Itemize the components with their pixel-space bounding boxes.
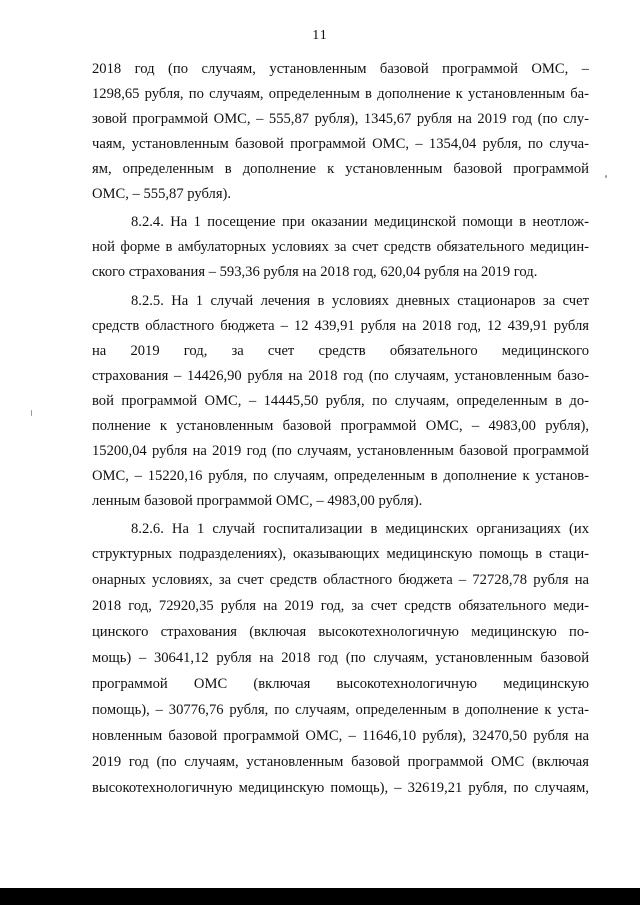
paragraph-8-2-5-first-line: 8.2.5. На 1 случай лечения в условиях дневных стационаров за счет	[131, 293, 589, 309]
text-line: структурных подразделениях), оказывающих медицинскую помощь в стаци-	[92, 546, 589, 562]
text-line: 2018 год, 72920,35 рубля на 2019 год, за счет средств обязательного меди-	[92, 598, 589, 614]
text-line: помощь), – 30776,76 рубля, по случаям, определенным в дополнение к уста-	[92, 702, 589, 718]
text-line: средств областного бюджета – 12 439,91 рубля на 2018 год, 12 439,91 рубля	[92, 318, 589, 334]
scan-speck	[31, 410, 32, 416]
text-line: 15200,04 рубля на 2019 год (по случаям, установленным базовой программой	[92, 443, 589, 459]
scan-edge-bar	[0, 888, 640, 905]
paragraph-8-2-4-first-line: 8.2.4. На 1 посещение при оказании медицинской помощи в неотлож-	[131, 214, 589, 230]
text-line: зовой программой ОМС, – 555,87 рубля), 1345,67 рубля на 2019 год (по слу-	[92, 111, 589, 127]
text-line: высокотехнологичную медицинскую помощь), – 32619,21 рубля, по случаям,	[92, 780, 589, 796]
text-line: страхования – 14426,90 рубля на 2018 год (по случаям, установленным базо-	[92, 368, 589, 384]
paragraph-8-2-6-first-line: 8.2.6. На 1 случай госпитализации в медицинских организациях (их	[131, 521, 589, 537]
text-line: ям, определенным в дополнение к установленным базовой программой	[92, 161, 589, 177]
text-line: вой программой ОМС, – 14445,50 рубля, по случаям, определенным в до-	[92, 393, 589, 409]
text-line: ОМС, – 15220,16 рубля, по случаям, определенным в дополнение к установ-	[92, 468, 589, 484]
text-line: цинского страхования (включая высокотехнологичную медицинскую по-	[92, 624, 589, 640]
text-line: 1298,65 рубля, по случаям, определенным в дополнение к установленным ба-	[92, 86, 589, 102]
text-line: ленным базовой программой ОМС, – 4983,00 рубля).	[92, 493, 423, 509]
page-number: 11	[312, 28, 328, 43]
text-line: новленным базовой программой ОМС, – 11646,10 рубля), 32470,50 рубля на	[92, 728, 589, 744]
text-line: полнение к установленным базовой программой ОМС, – 4983,00 рубля),	[92, 418, 589, 434]
text-line: онарных условиях, за счет средств областного бюджета – 72728,78 рубля на	[92, 572, 589, 588]
text-line: 2018 год (по случаям, установленным базовой программой ОМС, –	[92, 61, 589, 77]
text-line: ОМС, – 555,87 рубля).	[92, 186, 232, 202]
text-line: ной форме в амбулаторных условиях за счет средств обязательного медицин-	[92, 239, 589, 255]
text-line: мощь) – 30641,12 рубля на 2018 год (по случаям, установленным базовой	[92, 650, 589, 666]
text-line: ского страхования – 593,36 рубля на 2018 год, 620,04 рубля на 2019 год.	[92, 264, 538, 280]
text-line: чаям, установленным базовой программой ОМС, – 1354,04 рубля, по случа-	[92, 136, 589, 152]
text-line: на 2019 год, за счет средств обязательного медицинского	[92, 343, 589, 359]
text-line: программой ОМС (включая высокотехнологичную медицинскую	[92, 676, 589, 692]
scan-speck	[605, 175, 607, 178]
text-line: 2019 год (по случаям, установленным базовой программой ОМС (включая	[92, 754, 589, 770]
